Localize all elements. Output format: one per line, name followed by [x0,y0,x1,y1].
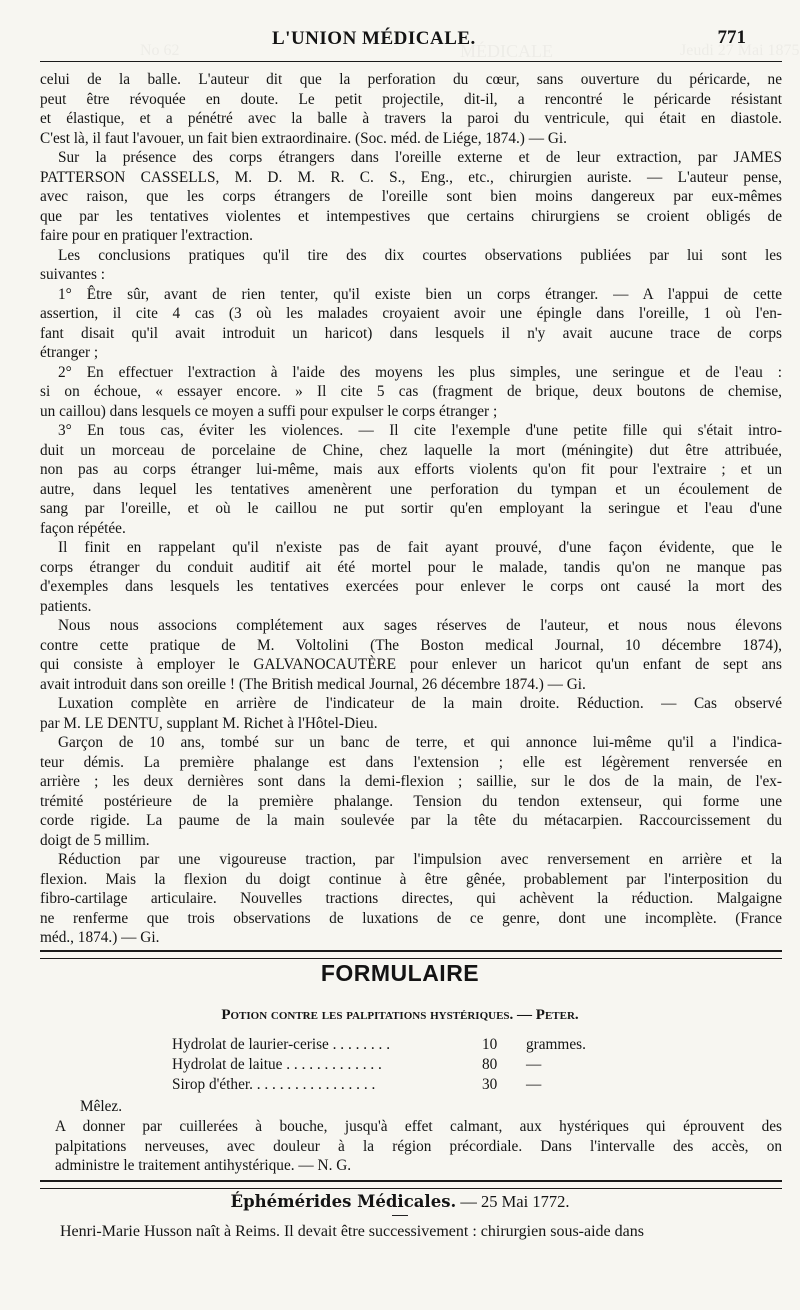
text-line: celui de la balle. L'auteur dit que la perforation du cœur, sans ouverture du péricarde, ne [40,71,782,88]
text-line: PATTERSON CASSELLS, M. D. M. R. C. S., Eng., etc., chirurgien auriste. — L'auteur pense, [40,168,782,186]
ephemerides-dash [392,1215,408,1216]
ingredient-row [172,1035,632,1055]
text-line: avec raison, que les corps étrangers de l'oreille sont bien moins dangereux par eux-mêmes [40,188,782,205]
bleed-line: MÉDICALE [460,41,553,61]
text-line: étranger ; [40,344,99,361]
paragraph [40,363,782,422]
ephemerides-text: Henri-Marie Husson naît à Reims. Il devait être successivement : chirurgien sous-aide dans [60,1223,644,1240]
text-line: corde rigide. La paume de la main soulevée par la tête du métacarpien. Raccourcissement du [40,812,782,829]
paragraph [40,148,782,246]
text-line: flexion. Mais la flexion du doigt continue à être gênée, probablement par l'interposition du [40,870,782,888]
paragraph [40,733,782,850]
recipe-ingredients [172,1035,632,1095]
section-divider [40,1180,782,1189]
text-line: palpitations nerveuses, avec douleur à la région précordiale. Dans l'intervalle des accès, on [55,1137,782,1155]
text-line: corps étranger du conduit auditif ait été mortel pour le malade, tandis qu'on ne manque pas [40,558,782,576]
text-line: fant disait qu'il avait introduit un haricot) dans lesquels il n'y avait aucune trace de corps [40,324,782,342]
paragraph [40,538,782,616]
ephemerides-title: Éphémérides Médicales. [230,1192,457,1211]
paragraph [40,850,782,948]
page-header [32,22,782,52]
text-line: façon répétée. [40,519,126,537]
ingredient-name: Sirop d'éther. . . . . . . . . . . . . . . . . [172,1076,376,1093]
text-line: qui consiste à employer le GALVANOCAUTÈRE pour enlever un haricot qu'un enfant de sept ans [40,656,782,673]
text-line: faire pour en pratiquer l'extraction. [40,227,253,244]
paragraph [40,694,782,733]
ingredient-name: Hydrolat de laurier-cerise . . . . . . . . [172,1036,391,1053]
text-line: avait introduit dans son oreille ! (The British medical Journal, 26 décembre 1874.) — Gi. [40,675,586,693]
text-line: teur démis. La première phalange est dans l'extension ; elle est légèrement renversée en [40,753,782,771]
text-line: d'exemples dans lesquels les tentatives exercées pour enlever le corps ont causé la mort des [40,578,782,595]
text-line: patients. [40,597,92,615]
text-line: Il finit en rappelant qu'il n'existe pas de fait ayant prouvé, d'une façon évidente, que le [58,539,782,556]
text-line: un caillou) dans lesquels ce moyen a suffi pour expulser le corps étranger ; [40,402,498,420]
text-line: Garçon de 10 ans, tombé sur un banc de terre, et qui annonce lui-même qu'il a l'indica- [58,734,782,751]
text-line: administre le traitement antihystérique. — N. G. [55,1157,352,1174]
text-line: Nous nous associons complétement aux sages réserves de l'auteur, et nous nous élevons [58,617,782,634]
section-divider [40,950,782,959]
text-line: Sur la présence des corps étrangers dans l'oreille externe et de leur extraction, par JAMES [58,149,782,166]
text-line: assertion, il cite 4 cas (3 où les malades croyaient avoir une épingle dans l'oreille, 1 où l'en- [40,305,782,322]
text-line: par M. LE DENTU, supplant M. Richet à l'Hôtel-Dieu. [40,714,378,732]
text-line: fibro-cartilage articulaire. Nouvelles tractions directes, qui achèvent la réduction. Malgaigne [40,890,782,907]
text-line: doigt de 5 millim. [40,831,150,849]
text-line: méd., 1874.) — Gi. [40,929,160,946]
text-line: arrière ; les deux dernières sont dans la demi-flexion ; saillie, sur le dos de la main, de l'ex- [40,773,782,790]
recipe-title: Potion contre les palpitations hystériques. — Peter. [221,1007,579,1023]
section-heading: FORMULAIRE [320,960,480,986]
ingredient-unit: — [526,1056,542,1073]
text-line: suivantes : [40,266,106,283]
text-line: duit un morceau de porcelaine de Chine, chez laquelle la mort (méningite) dut être attribuée, [40,441,782,459]
text-line: Réduction par une vigoureuse traction, par l'impulsion avec renversement en arrière et la [58,851,782,868]
bleed-line: No 62 [140,42,180,59]
ingredient-qty: 10 [482,1036,498,1053]
paragraph [40,246,782,285]
ephemerides-heading [0,1192,800,1212]
ingredient-unit: — [526,1076,542,1093]
paragraph [40,70,782,148]
text-line: trémité postérieure de la première phalange. Tension du tendon extenseur, qui forme une [40,792,782,810]
text-line: que par les tentatives violentes et intempestives que certains chirurgiens se croient obligés de [40,207,782,225]
text-line: 2° En effectuer l'extraction à l'aide des moyens les plus simples, une seringue et de l'eau : [58,363,782,381]
running-title: L'UNION MÉDICALE. [272,28,476,49]
text-line: sang par l'oreille, et où le caillou ne put sortir qu'en employant la seringue et l'eau d'une [40,500,782,517]
text-line: A donner par cuillerées à bouche, jusqu'à effet calmant, aux hystériques qui éprouvent des [55,1118,782,1135]
ingredient-row [172,1055,632,1075]
text-line: et élastique, et a pénétré avec la balle à travers la paroi du ventricule, qui était en diastole. [40,110,782,127]
text-line: si on échoue, « essayer encore. » Il cite 5 cas (fragment de brique, deux boutons de chemise, [40,383,782,400]
recipe-instructions [55,1117,782,1176]
text-line: peut être révoquée en doute. Le petit projectile, dit-il, a rencontré le péricarde résistant [40,90,782,108]
ingredient-name: Hydrolat de laitue . . . . . . . . . . . . . [172,1056,382,1073]
paragraph [40,421,782,538]
header-rule [40,61,782,62]
page-number: 771 [717,27,746,48]
bleed-line: Jeudi 27 Mai 1875 [680,42,800,59]
text-line: 1° Être sûr, avant de rien tenter, qu'il existe bien un corps étranger. — A l'appui de cette [58,285,782,303]
text-line: Luxation complète en arrière de l'indicateur de la main droite. Réduction. — Cas observé [58,695,782,712]
ephemerides-date: — 25 Mai 1772. [460,1192,570,1211]
recipe-instruction-melez: Mêlez. [80,1098,123,1115]
text-line: Les conclusions pratiques qu'il tire des dix courtes observations publiées par lui sont les [58,246,782,264]
text-line: autre, dans lequel les tentatives amenèrent une perforation du tympan et un écoulement de [40,480,782,498]
ingredient-qty: 80 [482,1056,498,1073]
paragraph [40,285,782,363]
ingredient-unit: grammes. [526,1036,586,1053]
paragraph [40,616,782,694]
text-line: contre cette pratique de M. Voltolini (The Boston medical Journal, 10 décembre 1874), [40,636,782,654]
article-body [40,70,782,948]
ingredient-row [172,1075,632,1095]
ingredient-qty: 30 [482,1076,498,1093]
text-line: 3° En tous cas, éviter les violences. — Il cite l'exemple d'une petite fille qui s'était intro- [58,422,782,439]
text-line: C'est là, il faut l'avouer, un fait bien extraordinaire. (Soc. méd. de Liége, 1874.) — Gi. [40,129,567,147]
text-line: non pas au corps étranger lui-même, mais aux efforts violents qu'on fit pour l'extraire ; et un [40,461,782,478]
text-line: ne renferme que trois observations de luxations de ce genre, dont une incomplète. (France [40,909,782,927]
